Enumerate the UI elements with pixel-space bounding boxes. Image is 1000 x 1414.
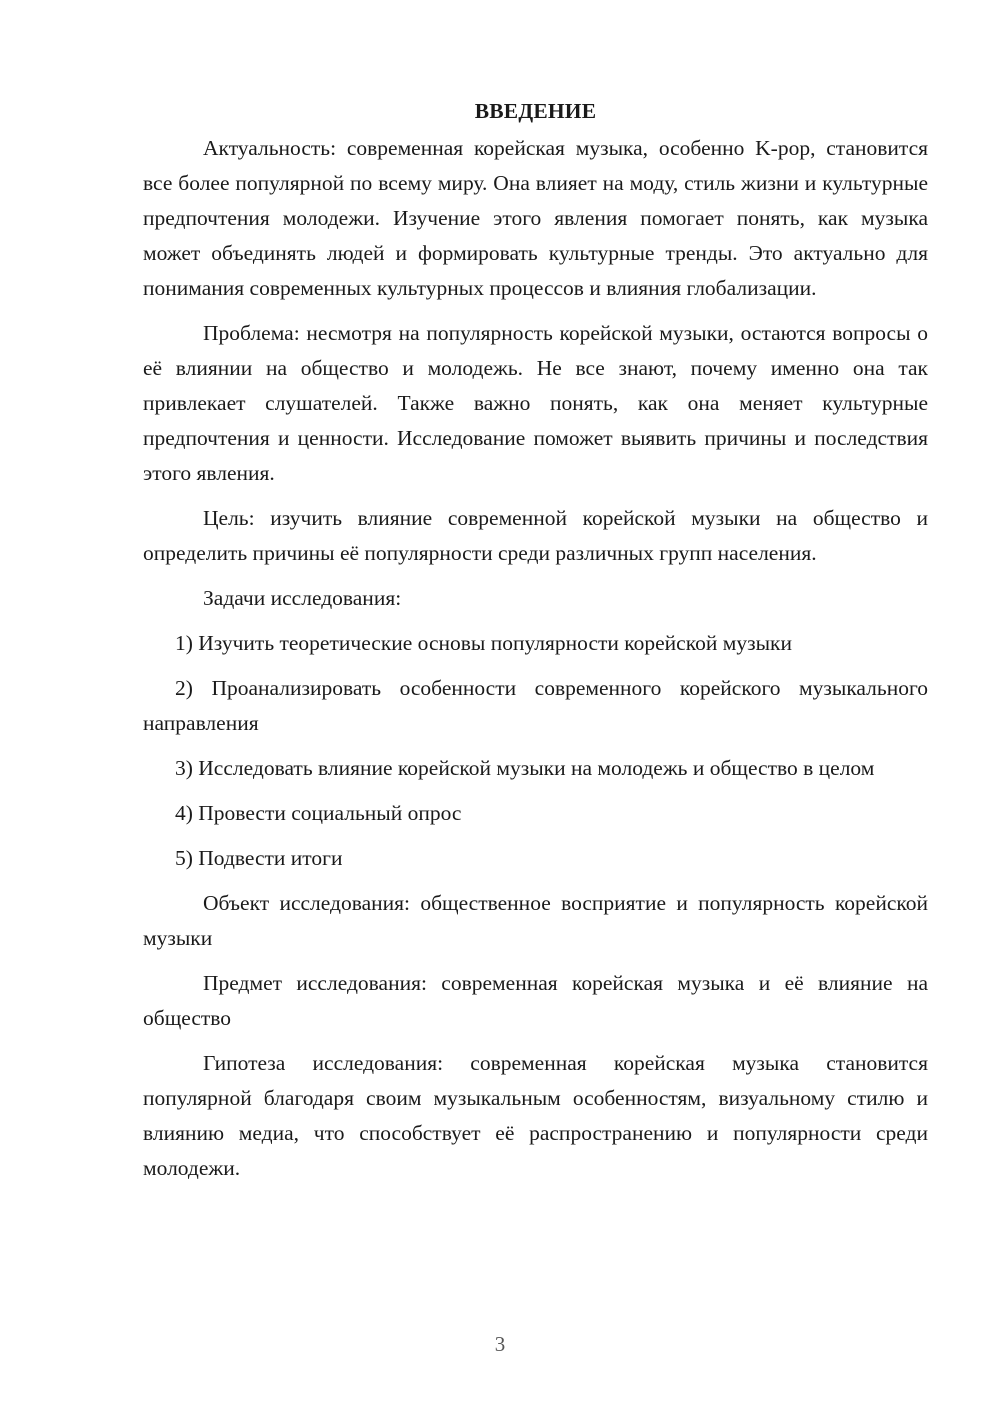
- paragraph-problem: Проблема: несмотря на популярность корейской музыки, остаются вопросы о её влиянии на общество и молодежь. Не все знают, почему именно она так привлекает слушателей. Также важно понять, как она меняет культурные предпочтения и ценности. Исследование поможет выявить причины и последствия этого явления.: [143, 321, 928, 485]
- paragraph-relevance: Актуальность: современная корейская музыка, особенно K-pop, становится все более популярной по всему миру. Она влияет на моду, стиль жизни и культурные предпочтения молодежи. Изучение этого явления помогает понять, как музыка может объединять людей и формировать культурные тренды. Это актуально для понимания современных культурных процессов и влияния глобализации.: [143, 136, 928, 300]
- task-item: 3) Исследовать влияние корейской музыки на молодежь и общество в целом: [175, 756, 875, 780]
- paragraph-object: Объект исследования: общественное восприятие и популярность корейской музыки: [143, 891, 928, 950]
- task-item: 1) Изучить теоретические основы популярности корейской музыки: [175, 631, 792, 655]
- task-item: 4) Провести социальный опрос: [175, 801, 462, 825]
- paragraph-goal: Цель: изучить влияние современной корейской музыки на общество и определить причины её популярности среди различных групп населения.: [143, 506, 928, 565]
- document-page: [143, 94, 928, 1186]
- task-item: 2) Проанализировать особенности современного корейского музыкального направления: [143, 676, 928, 735]
- section-title: ВВЕДЕНИЕ: [474, 99, 597, 123]
- tasks-heading: Задачи исследования:: [203, 586, 402, 610]
- task-item: 5) Подвести итоги: [175, 846, 343, 870]
- page-number: 3: [494, 1332, 506, 1356]
- paragraph-hypothesis: Гипотеза исследования: современная корейская музыка становится популярной благодаря своим музыкальным особенностям, визуальному стилю и влиянию медиа, что способствует её распространению и популярности среди молодежи.: [143, 1051, 928, 1180]
- paragraph-subject: Предмет исследования: современная корейская музыка и её влияние на общество: [143, 971, 928, 1030]
